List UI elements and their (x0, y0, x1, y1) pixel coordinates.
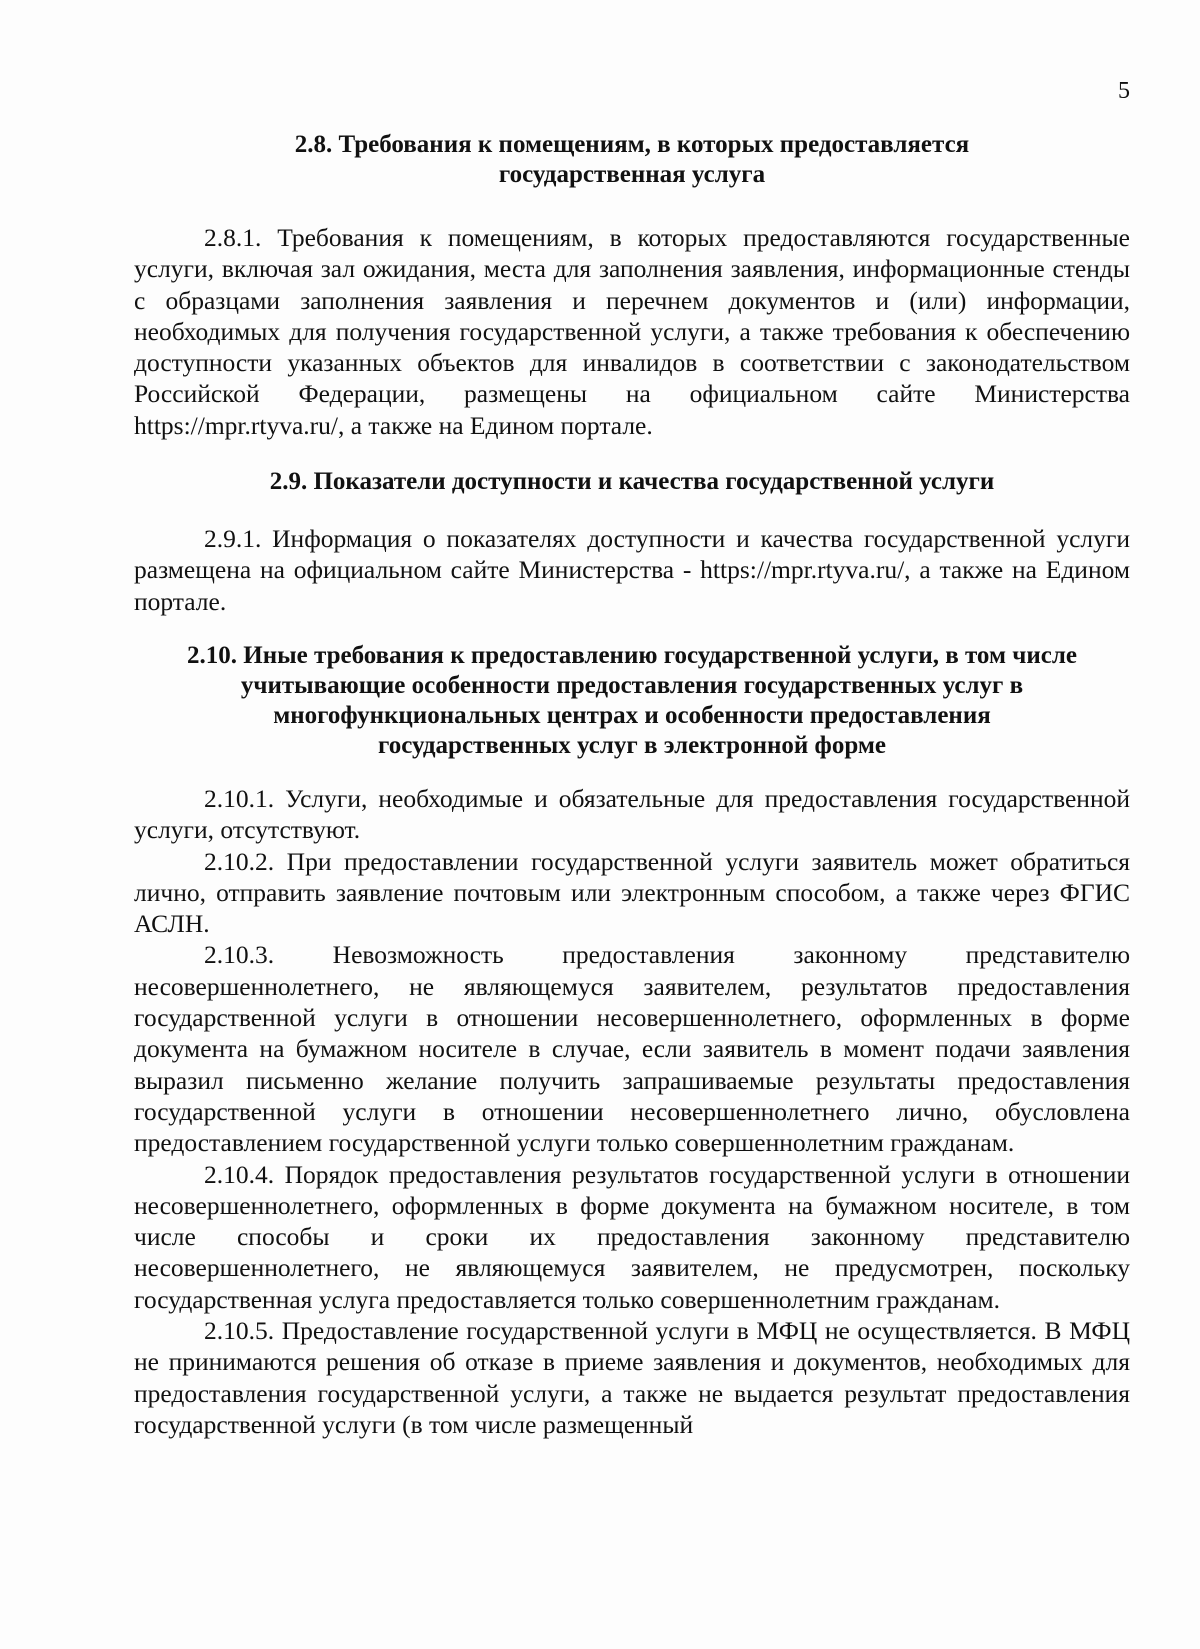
section-2-9-heading: 2.9. Показатели доступности и качества государственной услуги (269, 468, 995, 496)
page-number: 5 (1118, 78, 1130, 104)
paragraph-2-10-1: 2.10.1. Услуги, необходимые и обязательные для предоставления государственной услуги, отсутствуют. (134, 783, 1130, 845)
heading-line: многофункциональных центрах и особенности предоставления (273, 701, 991, 729)
paragraph-2-10-4: 2.10.4. Порядок предоставления результатов государственной услуги в отношении несовершеннолетнего, оформленных в форме документа на бумажном носителе, в том числе способы и сроки их предоставления законному представителю несовершеннолетнего, не являющемуся заявителем, не предусмотрен, поскольку государственная услуга предоставляется только совершеннолетним гражданам. (134, 1159, 1130, 1314)
section-2-8-heading (134, 130, 1130, 190)
heading-line: 2.10. Иные требования к предоставлению государственной услуги, в том числе (187, 641, 1077, 669)
document-body (134, 130, 1130, 1440)
heading-line: 2.8. Требования к помещениям, в которых предоставляется (294, 131, 970, 158)
paragraph-2-9-1: 2.9.1. Информация о показателях доступности и качества государственной услуги размещена на официальном сайте Министерства - https://mpr.rtyva.ru/, а также на Едином портале. (134, 524, 1130, 616)
section-2-10-heading (134, 641, 1130, 761)
heading-line: государственных услуг в электронной форме (377, 731, 886, 759)
heading-line: учитывающие особенности предоставления государственных услуг в (240, 671, 1024, 699)
paragraph-2-10-5: 2.10.5. Предоставление государственной услуги в МФЦ не осуществляется. В МФЦ не принимаются решения об отказе в приеме заявления и документов, необходимых для предоставления государственной услуги, а также не выдается результат предоставления государственной услуги (в том числе размещенный (134, 1316, 1130, 1439)
heading-line: государственная услуга (498, 161, 766, 188)
paragraph-2-10-2: 2.10.2. При предоставлении государственной услуги заявитель может обратиться лично, отправить заявление почтовым или электронным способом, а также через ФГИС АСЛН. (134, 846, 1130, 939)
paragraph-2-10-3: 2.10.3. Невозможность предоставления законному представителю несовершеннолетнего, не являющемуся заявителем, результатов предоставления государственной услуги в отношении несовершеннолетнего, оформленных в форме документа на бумажном носителе в случае, если заявитель в момент подачи заявления выразил письменно желание получить запрашиваемые результаты предоставления государственной услуги в отношении несовершеннолетнего лично, обусловлена предоставлением государственной услуги только совершеннолетним гражданам. (134, 940, 1130, 1158)
paragraph-2-8-1: 2.8.1. Требования к помещениям, в которых предоставляются государственные услуги, включая зал ожидания, места для заполнения заявления, информационные стенды с образцами заполнения заявления и перечнем документов и (или) информации, необходимых для получения государственной услуги, а также требования к обеспечению доступности указанных объектов для инвалидов в соответствии с законодательством Российской Федерации, размещены на официальном сайте Министерства https://mpr.rtyva.ru/, а также на Едином портале. (134, 223, 1130, 440)
